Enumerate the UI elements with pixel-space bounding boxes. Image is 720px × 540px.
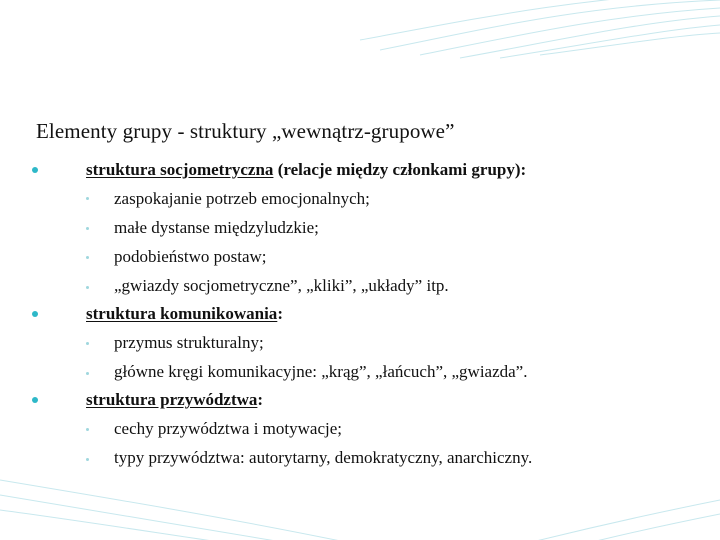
sub-bullet-icon [86, 372, 89, 375]
heading-rest: : [277, 304, 283, 323]
section-heading [86, 390, 263, 410]
bullet-icon [32, 397, 38, 403]
sub-bullet-icon [86, 256, 89, 259]
heading-underlined: struktura przywództwa [86, 390, 258, 409]
list-item: podobieństwo postaw; [114, 247, 267, 266]
slide-title: Elementy grupy - struktury „wewnątrz-grupowe” [36, 119, 455, 143]
sub-bullet-icon [86, 197, 89, 200]
list-item: „gwiazdy socjometryczne”, „kliki”, „układy” itp. [114, 276, 449, 295]
heading-rest: (relacje między członkami grupy): [273, 160, 527, 179]
heading-underlined: struktura socjometryczna [86, 160, 274, 179]
sub-bullet-icon [86, 458, 89, 461]
sub-bullet-icon [86, 227, 89, 230]
bullet-icon [32, 311, 38, 317]
list-item: zaspokajanie potrzeb emocjonalnych; [114, 189, 370, 208]
sub-bullet-icon [86, 428, 89, 431]
sub-bullet-icon [86, 286, 89, 289]
list-item: cechy przywództwa i motywacje; [114, 419, 342, 438]
list-item: przymus strukturalny; [114, 333, 264, 352]
list-item: główne kręgi komunikacyjne: „krąg”, „łańcuch”, „gwiazda”. [114, 362, 528, 381]
heading-underlined: struktura komunikowania [86, 304, 278, 323]
list-item: typy przywództwa: autorytarny, demokratyczny, anarchiczny. [114, 448, 533, 467]
sub-bullet-icon [86, 342, 89, 345]
section-heading [86, 304, 283, 324]
bullet-icon [32, 167, 38, 173]
section-heading [86, 160, 526, 180]
heading-rest: : [257, 390, 264, 409]
list-item: małe dystanse międzyludzkie; [114, 218, 319, 237]
